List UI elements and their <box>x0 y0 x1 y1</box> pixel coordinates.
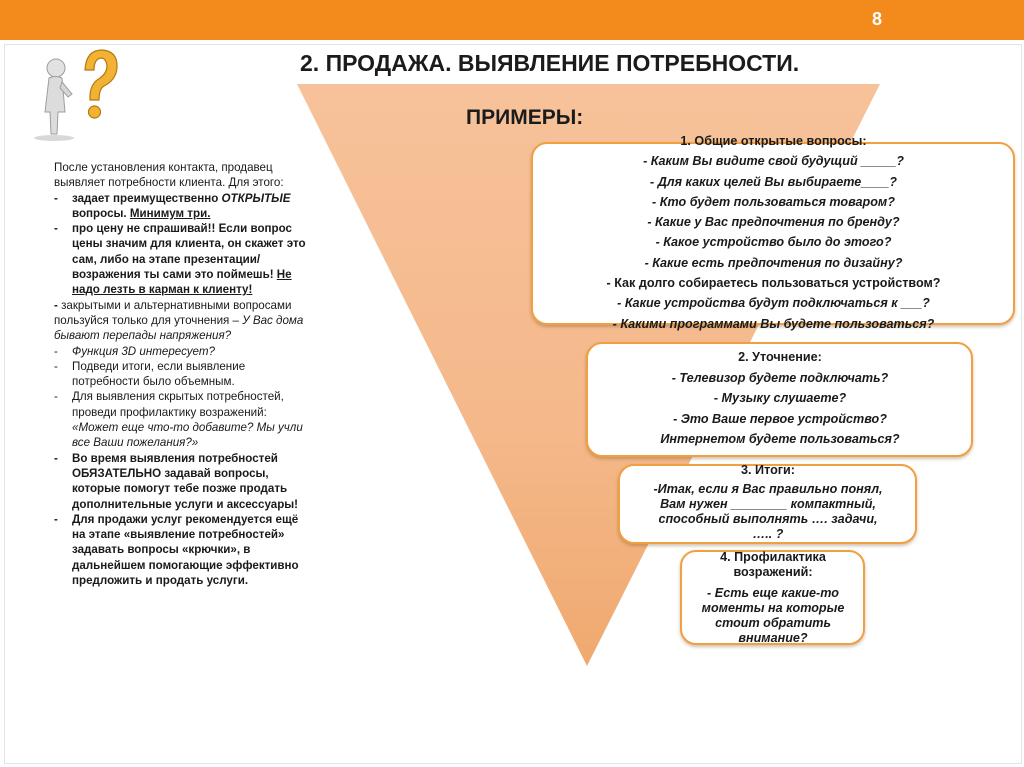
clarification-text <box>586 347 974 450</box>
list-item-price: - про цену не спрашивай!! Если вопрос цены значим для клиента, он скажет это сам, либо на этапе презентации/возражения ты сами это поймешь! Не надо лезть в карман к клиенту! <box>54 222 306 297</box>
page-number: 8 <box>871 9 882 29</box>
question-line: - Кто будет пользоваться товаром? <box>652 194 895 209</box>
list-item-additional-services: - Во время выявления потребностей ОБЯЗАТЕЛЬНО задавай вопросы, которые помогут тебе позже продать дополнительные услуги и аксессуары! <box>54 451 299 511</box>
question-figure-icon <box>30 42 122 142</box>
question-line: - Какие у Вас предпочтения по бренду? <box>647 215 900 230</box>
open-questions-heading: 1. Общие открытые вопросы: <box>680 134 867 148</box>
question-line: - Какие есть предпочтения по дизайну? <box>644 255 903 270</box>
list-item-3d: - Функция 3D интересует? <box>54 344 215 358</box>
summary-heading: 3. Итоги: <box>741 463 795 477</box>
page-title: 2. ПРОДАЖА. ВЫЯВЛЕНИЕ ПОТРЕБНОСТИ. <box>300 50 800 76</box>
question-line: - Это Ваше первое устройство? <box>673 411 887 426</box>
list-item-hidden-needs: - Для выявления скрытых потребностей, проведи профилактику возражений: «Может еще что-то добавите? Мы учли все Ваши пожелания?» <box>54 390 303 450</box>
list-item-open-questions: - задает преимущественно ОТКРЫТЫЕ вопросы. Минимум три. <box>54 191 291 220</box>
objection-heading-1: 4. Профилактика <box>720 550 826 564</box>
closed-questions-text: - закрытыми и альтернативными вопросами пользуйся только для уточнения – У Вас дома бывают перепады напряжения? <box>54 298 304 343</box>
summary-line: ….. ? <box>752 527 784 541</box>
objection-line: внимание? <box>738 631 808 645</box>
question-line: - Какое устройство было до этого? <box>655 235 892 250</box>
summary-line: -Итак, если я Вас правильно понял, <box>653 482 883 496</box>
question-line: - Телевизор будете подключать? <box>671 370 889 385</box>
question-line: - Какими программами Вы будете пользоваться? <box>612 316 935 331</box>
left-instructions <box>54 160 309 588</box>
objection-line: моменты на которые <box>701 601 845 615</box>
question-line: - Какие устройства будут подключаться к ___? <box>617 296 930 311</box>
objection-line: стоит обратить <box>715 616 831 630</box>
list-item-summary: - Подведи итоги, если выявление потребности было объемным. <box>54 359 246 389</box>
intro-text: После установления контакта, продавец выявляет потребности клиента. Для этого: <box>54 161 284 190</box>
summary-text <box>618 463 918 542</box>
open-questions-text <box>531 131 1016 334</box>
examples-subtitle: ПРИМЕРЫ: <box>466 106 584 129</box>
objection-prevention-text <box>680 550 866 646</box>
summary-line: Вам нужен ________ компактный, <box>660 497 876 511</box>
question-line: - Для каких целей Вы выбираете____? <box>650 174 897 189</box>
objection-heading-2: возражений: <box>733 565 813 579</box>
question-line: - Как долго собираетесь пользоваться устройством? <box>606 276 941 291</box>
list-item-hook-questions: - Для продажи услуг рекомендуется ещё на этапе «выявление потребностей» задавать вопросы «крючки», в дальнейшем помогающие эффективно предложить и продать услуги. <box>54 512 299 588</box>
question-line: Интернетом будете пользоваться? <box>660 432 900 446</box>
question-line: - Каким Вы видите свой будущий _____? <box>643 154 904 169</box>
top-bar <box>0 0 1024 40</box>
clarification-heading: 2. Уточнение: <box>738 350 822 364</box>
question-line: - Музыку слушаете? <box>713 391 847 405</box>
objection-line: - Есть еще какие-то <box>707 586 839 600</box>
summary-line: способный выполнять …. задачи, <box>658 512 878 526</box>
